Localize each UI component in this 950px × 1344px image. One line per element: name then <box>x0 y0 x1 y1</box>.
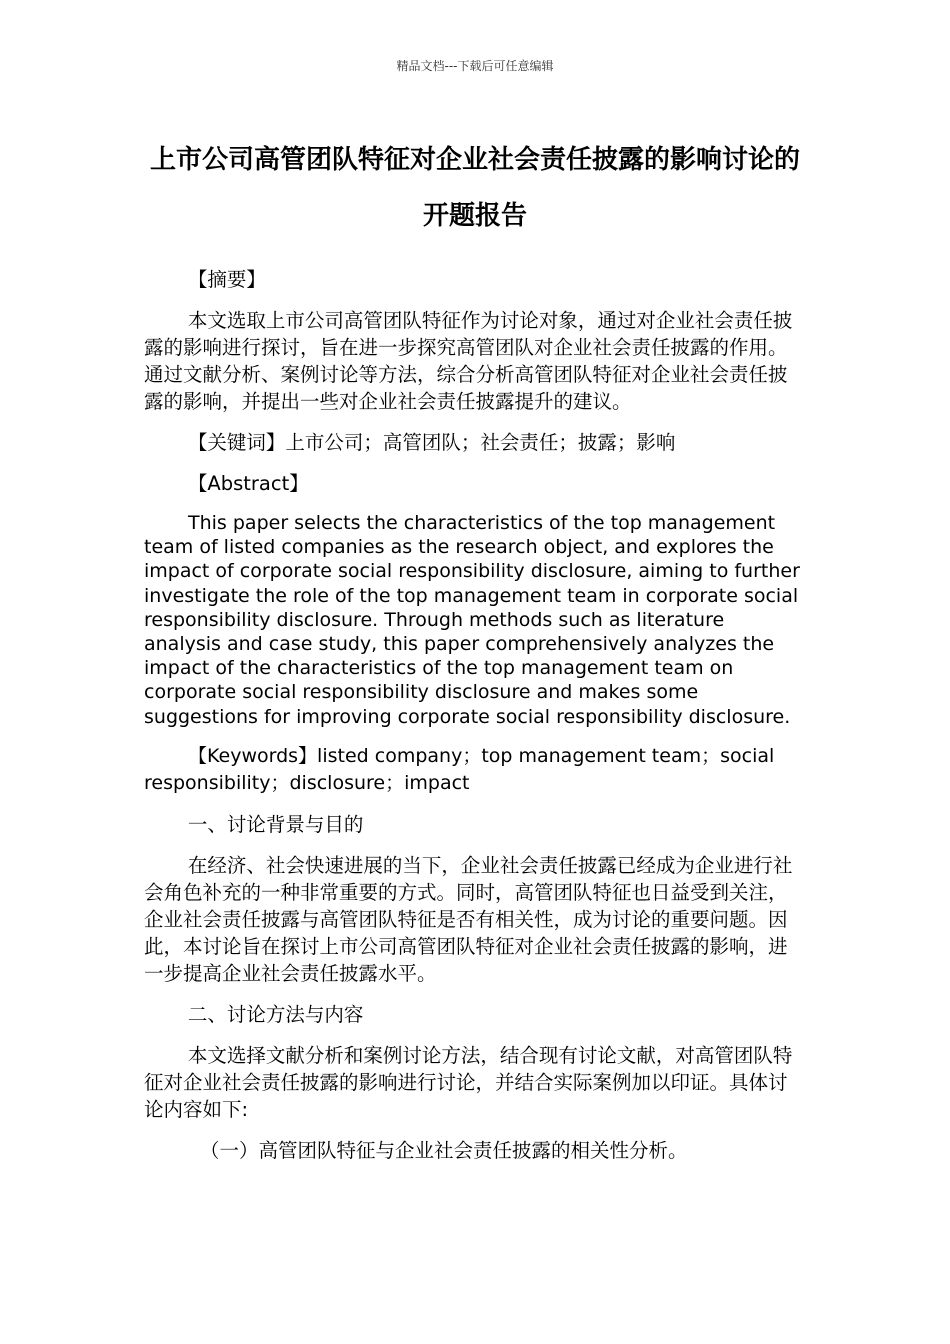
keywords-en: 【Keywords】listed company；top management team；social responsibility；disclosure；impact <box>144 744 775 794</box>
abstract-en-heading: 【Abstract】 <box>187 472 309 495</box>
section-1-heading: 一、讨论背景与目的 <box>187 812 364 836</box>
section-2-paragraph: 本文选择文献分析和案例讨论方法，结合现有讨论文献，对高管团队特征对企业社会责任披露的影响进行讨论，并结合实际案例加以印证。具体讨论内容如下: <box>144 1043 793 1121</box>
section-2-heading: 二、讨论方法与内容 <box>187 1002 364 1026</box>
page-header-watermark: 精品文档---下载后可任意编辑 <box>396 59 554 73</box>
document-body <box>144 132 806 1178</box>
document-title: 上市公司高管团队特征对企业社会责任披露的影响讨论的开题报告 <box>149 145 800 231</box>
abstract-en-paragraph: This paper selects the characteristics of the top management team of listed companies as the research object, and explores the impact of corporate social responsibility disclosure, aiming to further investigate the role of the top management team in corporate social responsibility disclosure. Through methods such as literature analysis and case study, this paper comprehensively analyzes the impact of the characteristics of the top management team on corporate social responsibility disclosure and makes some suggestions for improving corporate social responsibility disclosure. <box>144 512 800 728</box>
subsection-1-heading: （一）高管团队特征与企业社会责任披露的相关性分析。 <box>200 1138 688 1162</box>
abstract-paragraph: 本文选取上市公司高管团队特征作为讨论对象，通过对企业社会责任披露的影响进行探讨，旨在进一步探究高管团队对企业社会责任披露的作用。通过文献分析、案例讨论等方法，综合分析高管团队特征对企业社会责任披露的影响，并提出一些对企业社会责任披露提升的建议。 <box>144 309 793 413</box>
abstract-heading: 【摘要】 <box>187 268 266 291</box>
section-1-paragraph: 在经济、社会快速进展的当下，企业社会责任披露已经成为企业进行社会角色补充的一种非常重要的方式。同时，高管团队特征也日益受到关注，企业社会责任披露与高管团队特征是否有相关性，成为讨论的重要问题。因此，本讨论旨在探讨上市公司高管团队特征对企业社会责任披露的影响，进一步提高企业社会责任披露水平。 <box>144 853 793 985</box>
keywords-cn: 【关键词】上市公司；高管团队；社会责任；披露；影响 <box>187 431 676 454</box>
